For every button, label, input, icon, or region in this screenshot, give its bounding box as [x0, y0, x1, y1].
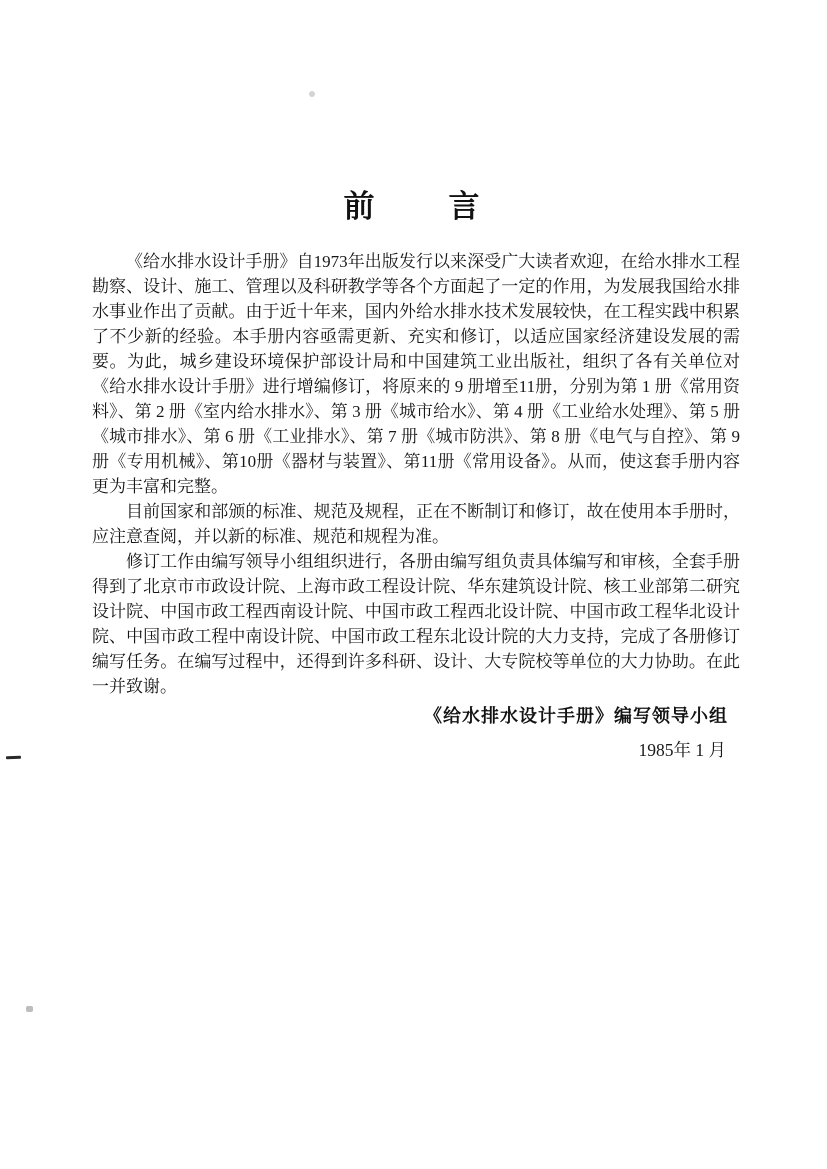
- preface-body: [92, 249, 740, 699]
- paragraph-2: 目前国家和部颁的标准、规范及规程，正在不断制订和修订，故在使用本手册时，应注意查阅，并以新的标准、规范和规程为准。: [92, 502, 740, 546]
- page-title: 前 言: [343, 188, 484, 224]
- paragraph-3: 修订工作由编写领导小组组织进行，各册由编写组负责具体编写和审核，全套手册得到了北京市市政设计院、上海市政工程设计院、华东建筑设计院、核工业部第二研究设计院、中国市政工程西南设计院、中国市政工程西北设计院、中国市政工程华北设计院、中国市政工程中南设计院、中国市政工程东北设计院的大力支持，完成了各册修订编写任务。在编写过程中，还得到许多科研、设计、大专院校等单位的大力协助。在此一并致谢。: [92, 552, 740, 696]
- paragraph-1: 《给水排水设计手册》自1973年出版发行以来深受广大读者欢迎，在给水排水工程勘察、设计、施工、管理以及科研教学等各个方面起了一定的作用，为发展我国给水排水事业作出了贡献。由于近十年来，国内外给水排水技术发展较快，在工程实践中积累了不少新的经验。本手册内容亟需更新、充实和修订，以适应国家经济建设发展的需要。为此，城乡建设环境保护部设计局和中国建筑工业出版社，组织了各有关单位对《给水排水设计手册》进行增编修订，将原来的 9 册增至11册，分别为第 1 册《常用资料》、第 2 册《室内给水排水》、第 3 册《城市给水》、第 4 册《工业给水处理》、第 5 册《城市排水》、第 6 册《工业排水》、第 7 册《城市防洪》、第 8 册《电气与自控》、第 9 册《专用机械》、第10册《器材与装置》、第11册《常用设备》。从而，使这套手册内容更为丰富和完整。: [92, 252, 740, 496]
- signature-line: 《给水排水设计手册》编写领导小组: [424, 706, 728, 726]
- scan-speck-bottom-left: [26, 1006, 33, 1012]
- scan-dash-left-margin: [6, 756, 21, 760]
- date-line: 1985年 1 月: [638, 740, 726, 760]
- scan-speck-top: [309, 91, 315, 97]
